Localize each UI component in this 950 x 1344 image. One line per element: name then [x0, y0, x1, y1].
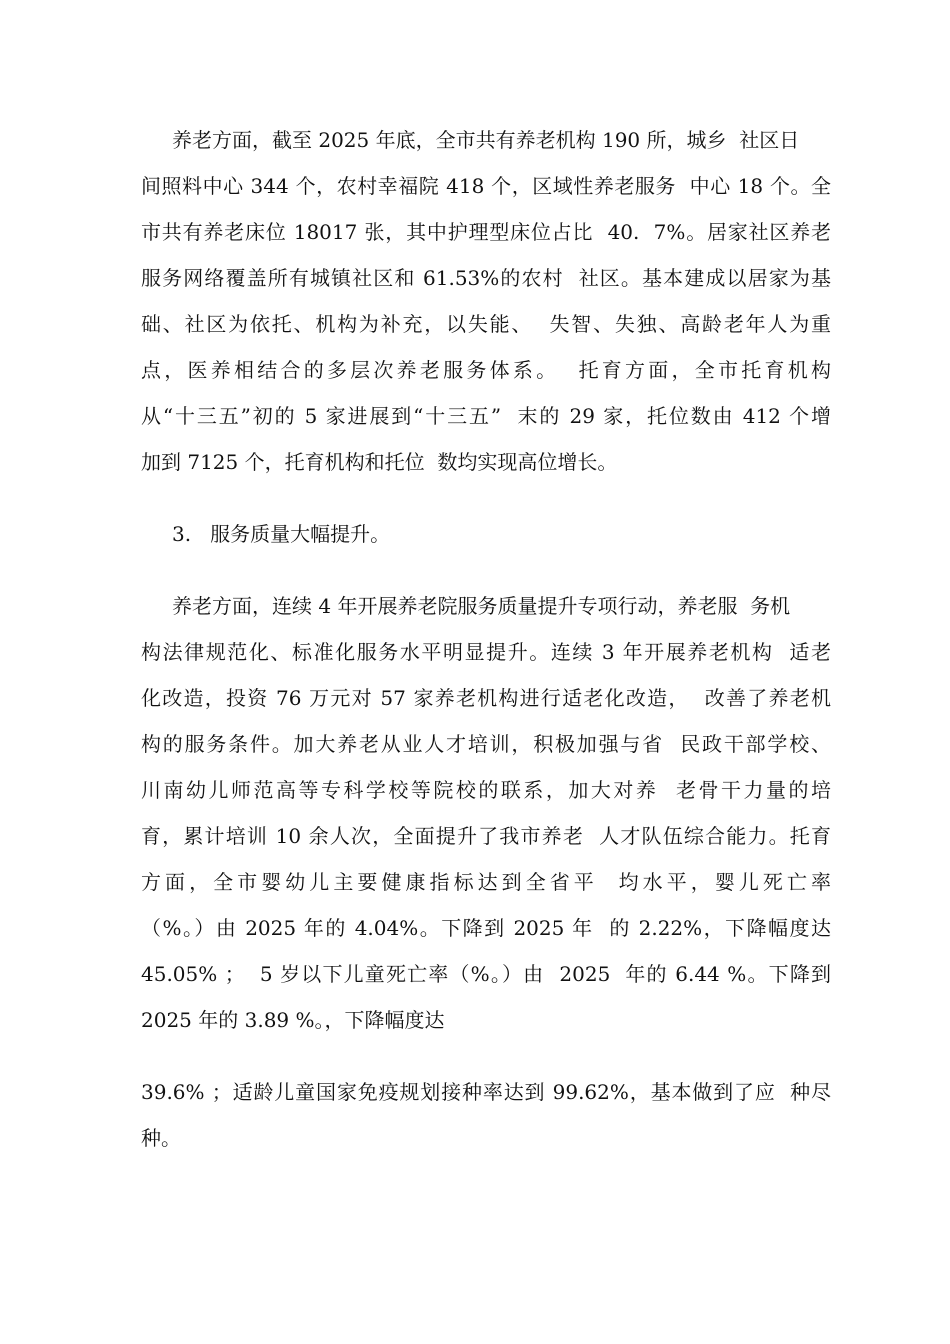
text-line: 39.6% ；适龄儿童国家免疫规划接种率达到 99.62%，基本做到了应 种尽 — [141, 1080, 831, 1104]
text-line: 点，医养相结合的多层次养老服务体系。 托育方面，全市托育机构 — [141, 358, 831, 382]
text-line: 川南幼儿师范高等专科学校等院校的联系，加大对养 老骨干力量的培 — [141, 778, 831, 802]
text-line: 从“十三五”初的 5 家进展到“十三五” 末的 29 家，托位数由 412 个增 — [141, 404, 831, 428]
text-line: 础、社区为依托、机构为补充，以失能、 失智、失独、高龄老年人为重 — [141, 312, 831, 336]
text-line: 育，累计培训 10 余人次，全面提升了我市养老 人才队伍综合能力。托育 — [141, 824, 831, 848]
text-line: （%。）由 2025 年的 4.04%。下降到 2025 年 的 2.22%，下降幅度达 — [141, 916, 831, 940]
text-line: 间照料中心 344 个，农村幸福院 418 个，区域性养老服务 中心 18 个。全 — [141, 174, 831, 198]
text-line: 养老方面，连续 4 年开展养老院服务质量提升专项行动，养老服 务机 — [172, 594, 791, 618]
text-line: 养老方面，截至 2025 年底，全市共有养老机构 190 所，城乡 社区日 — [172, 128, 800, 152]
text-line: 市共有养老床位 18017 张，其中护理型床位占比 40. 7%。居家社区养老 — [141, 220, 831, 244]
text-line: 种。 — [141, 1126, 181, 1150]
text-line: 方面，全市婴幼儿主要健康指标达到全省平 均水平，婴儿死亡率 — [141, 870, 831, 894]
text-line: 45.05% ； 5 岁以下儿童死亡率（%。）由 2025 年的 6.44 %。下降到 — [141, 962, 831, 986]
section-heading: 3. 服务质量大幅提升。 — [172, 522, 391, 546]
text-line: 加到 7125 个，托育机构和托位 数均实现高位增长。 — [141, 450, 618, 474]
text-line: 化改造，投资 76 万元对 57 家养老机构进行适老化改造， 改善了养老机 — [141, 686, 831, 710]
text-line: 构法律规范化、标准化服务水平明显提升。连续 3 年开展养老机构 适老 — [141, 640, 831, 664]
text-line: 2025 年的 3.89 %。，下降幅度达 — [141, 1008, 445, 1032]
text-line: 服务网络覆盖所有城镇社区和 61.53%的农村 社区。基本建成以居家为基 — [141, 266, 831, 290]
text-line: 构的服务条件。加大养老从业人才培训，积极加强与省 民政干部学校、 — [141, 732, 831, 756]
